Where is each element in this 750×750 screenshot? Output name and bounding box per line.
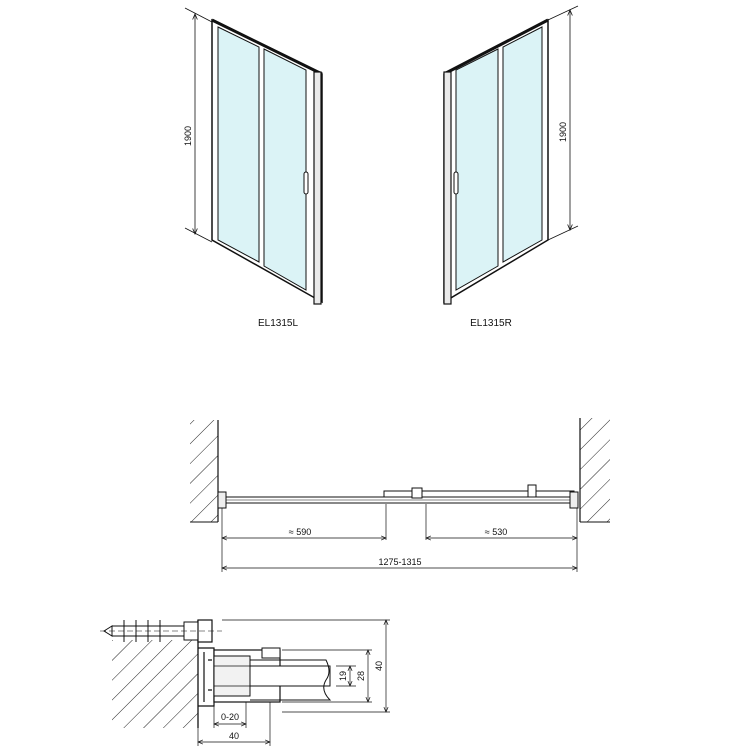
dim-left-panel: ≈ 590 — [288, 527, 312, 537]
dim-40-horizontal: 40 — [228, 731, 240, 741]
dim-0-20: 0-20 — [220, 712, 240, 722]
handle-icon — [454, 172, 458, 194]
dim-total-width: 1275-1315 — [378, 557, 422, 567]
model-label-left: EL1315L — [257, 318, 299, 329]
dim-19: 19 — [338, 670, 348, 682]
door-view-right — [444, 6, 578, 329]
handle-icon — [304, 172, 308, 194]
dim-right-panel: ≈ 530 — [484, 527, 508, 537]
door-view-left — [183, 8, 322, 329]
model-label-right: EL1315R — [470, 318, 512, 329]
dim-40-vertical: 40 — [374, 660, 384, 672]
profile-detail — [100, 620, 390, 746]
height-label-right: 1900 — [558, 121, 568, 143]
plan-view — [190, 418, 610, 572]
screw-icon — [100, 620, 222, 642]
height-label-left: 1900 — [183, 125, 193, 147]
dim-28: 28 — [356, 670, 366, 682]
